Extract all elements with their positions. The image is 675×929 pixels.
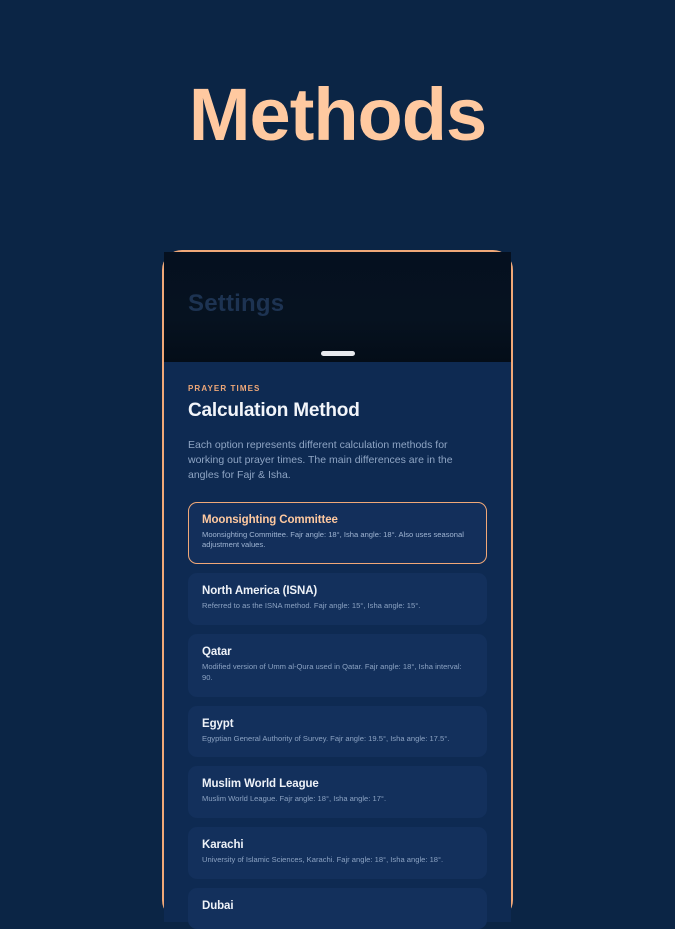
list-item[interactable] — [188, 766, 487, 818]
option-description: Referred to as the ISNA method. Fajr angle: 15°, Isha angle: 15°. — [202, 601, 421, 611]
calculation-method-sheet — [164, 362, 511, 922]
list-item[interactable] — [188, 502, 487, 565]
option-name: Moonsighting Committee — [202, 513, 338, 526]
list-item[interactable] — [188, 573, 487, 625]
option-description: Moonsighting Committee. Fajr angle: 18°, Isha angle: 18°. Also uses seasonal adjustment values. — [202, 529, 464, 550]
option-name: Qatar — [202, 646, 232, 658]
phone-mockup — [162, 250, 513, 920]
option-name: Dubai — [202, 899, 234, 912]
option-description: Modified version of Umm al-Qura used in Qatar. Fajr angle: 18°, Isha interval: 90. — [202, 662, 462, 682]
option-name: Muslim World League — [202, 778, 319, 791]
option-description: University of Islamic Sciences, Karachi. Fajr angle: 18°, Isha angle: 18°. — [202, 855, 444, 865]
option-name: North America (ISNA) — [202, 585, 318, 598]
phone-status-header — [164, 252, 511, 362]
settings-screen-title: Settings — [188, 290, 285, 317]
list-item[interactable] — [188, 634, 487, 697]
list-item[interactable] — [188, 706, 487, 758]
sheet-description: Each option represents different calculation methods for working out prayer times. The main differences are in the angles for Fajr & Isha. — [188, 439, 453, 482]
list-item[interactable] — [188, 888, 487, 929]
page-title: Methods — [188, 73, 487, 156]
option-description: Muslim World League. Fajr angle: 18°, Isha angle: 17°. — [202, 794, 387, 804]
option-description: Egyptian General Authority of Survey. Fajr angle: 19.5°, Isha angle: 17.5°. — [202, 733, 450, 743]
sheet-drag-handle[interactable] — [321, 351, 355, 356]
option-name: Egypt — [202, 717, 234, 730]
list-item[interactable] — [188, 827, 487, 879]
option-name: Karachi — [202, 839, 244, 852]
sheet-title: Calculation Method — [188, 400, 360, 421]
section-eyebrow: PRAYER TIMES — [188, 384, 261, 393]
